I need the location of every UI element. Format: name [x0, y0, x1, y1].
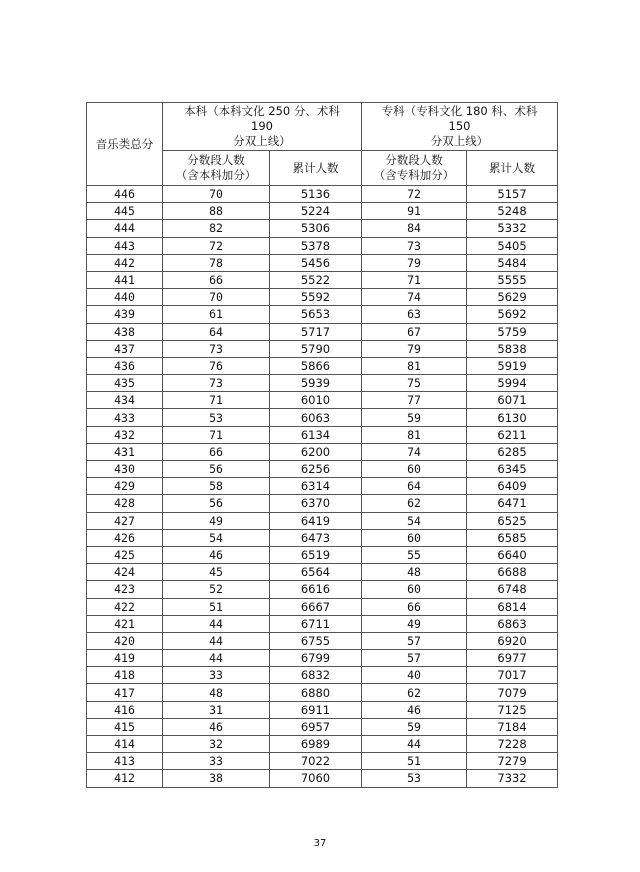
bachelor-count-cell: 33 [163, 753, 270, 770]
bachelor-count-cell: 72 [163, 237, 270, 254]
table-row [87, 529, 558, 546]
college-cumulative-cell: 7079 [467, 684, 558, 701]
bachelor-count-cell: 88 [163, 203, 270, 220]
bachelor-count-cell: 31 [163, 701, 270, 718]
score-cell: 412 [87, 770, 163, 787]
bachelor-cumulative-cell: 5592 [270, 289, 362, 306]
bachelor-cumulative-cell: 5717 [270, 323, 362, 340]
bachelor-count-cell: 44 [163, 632, 270, 649]
score-cell: 440 [87, 289, 163, 306]
bachelor-count-cell: 51 [163, 598, 270, 615]
college-group-header: 专科（专科文化 180 科、术科 150 分双上线） [362, 103, 558, 151]
table-row [87, 546, 558, 563]
college-cumulative-cell: 6525 [467, 512, 558, 529]
college-count-cell: 59 [362, 718, 467, 735]
table-row [87, 684, 558, 701]
college-count-cell: 84 [362, 220, 467, 237]
bachelor-count-cell: 46 [163, 718, 270, 735]
bachelor-count-cell: 61 [163, 306, 270, 323]
college-cumulative-cell: 5629 [467, 289, 558, 306]
table-row [87, 443, 558, 460]
table-row [87, 753, 558, 770]
college-cumulative-cell: 5692 [467, 306, 558, 323]
bachelor-count-cell: 49 [163, 512, 270, 529]
college-cumulative-cell: 6211 [467, 426, 558, 443]
bachelor-count-cell: 58 [163, 478, 270, 495]
table-row [87, 237, 558, 254]
college-cumulative-cell: 6814 [467, 598, 558, 615]
college-cumulative-cell: 5405 [467, 237, 558, 254]
table-row [87, 203, 558, 220]
bachelor-cumulative-cell: 6799 [270, 650, 362, 667]
table-row [87, 289, 558, 306]
college-count-cell: 73 [362, 237, 467, 254]
score-cell: 427 [87, 512, 163, 529]
table-row [87, 357, 558, 374]
college-cumulative-cell: 7279 [467, 753, 558, 770]
college-count-cell: 46 [362, 701, 467, 718]
college-count-cell: 75 [362, 375, 467, 392]
college-count-cell: 62 [362, 495, 467, 512]
bachelor-count-cell: 38 [163, 770, 270, 787]
table-body [87, 186, 558, 788]
bachelor-cumulative-cell: 5866 [270, 357, 362, 374]
college-count-cell: 74 [362, 443, 467, 460]
table-row [87, 598, 558, 615]
score-cell: 417 [87, 684, 163, 701]
college-count-cell: 53 [362, 770, 467, 787]
bachelor-cumulative-cell: 5306 [270, 220, 362, 237]
college-count-cell: 57 [362, 650, 467, 667]
bachelor-cumulative-cell: 5456 [270, 254, 362, 271]
bachelor-cumulative-cell: 6370 [270, 495, 362, 512]
college-cumulative-cell: 6409 [467, 478, 558, 495]
table-row [87, 615, 558, 632]
table-row [87, 667, 558, 684]
college-count-cell: 54 [362, 512, 467, 529]
college-cumulative-cell: 6640 [467, 546, 558, 563]
college-cumulative-cell: 5157 [467, 186, 558, 203]
college-cumulative-cell: 6863 [467, 615, 558, 632]
score-cell: 418 [87, 667, 163, 684]
table-row [87, 306, 558, 323]
bachelor-cumulative-cell: 7060 [270, 770, 362, 787]
score-column-header: 音乐类总分 [87, 103, 163, 186]
bachelor-cumulative-cell: 6256 [270, 461, 362, 478]
bachelor-cumulative-cell: 6519 [270, 546, 362, 563]
score-cell: 445 [87, 203, 163, 220]
bachelor-count-cell: 52 [163, 581, 270, 598]
college-cumulative-cell: 6585 [467, 529, 558, 546]
college-cumulative-cell: 5332 [467, 220, 558, 237]
score-cell: 430 [87, 461, 163, 478]
bachelor-cumulative-cell: 6667 [270, 598, 362, 615]
bachelor-cumulative-cell: 6989 [270, 736, 362, 753]
table-row [87, 323, 558, 340]
bachelor-count-cell: 70 [163, 186, 270, 203]
bachelor-cumulative-cell: 6134 [270, 426, 362, 443]
score-cell: 446 [87, 186, 163, 203]
college-cumulative-cell: 5555 [467, 271, 558, 288]
bachelor-count-cell: 78 [163, 254, 270, 271]
score-cell: 415 [87, 718, 163, 735]
score-cell: 421 [87, 615, 163, 632]
college-count-cell: 81 [362, 426, 467, 443]
college-cumulative-cell: 5838 [467, 340, 558, 357]
college-count-cell: 79 [362, 340, 467, 357]
bachelor-cumulative-cell: 6616 [270, 581, 362, 598]
bachelor-cumulative-cell: 6314 [270, 478, 362, 495]
college-count-cell: 66 [362, 598, 467, 615]
bachelor-cumulative-cell: 6880 [270, 684, 362, 701]
bachelor-count-cell: 53 [163, 409, 270, 426]
bachelor-count-cell: 71 [163, 426, 270, 443]
college-cumulative-cell: 6471 [467, 495, 558, 512]
college-count-cell: 72 [362, 186, 467, 203]
table-row [87, 409, 558, 426]
bachelor-count-cell: 82 [163, 220, 270, 237]
college-cumulative-cell: 5759 [467, 323, 558, 340]
table-row [87, 340, 558, 357]
bachelor-count-cell: 73 [163, 375, 270, 392]
college-count-cell: 60 [362, 529, 467, 546]
college-cumulative-cell: 6920 [467, 632, 558, 649]
score-cell: 437 [87, 340, 163, 357]
college-cumulative-cell: 5248 [467, 203, 558, 220]
table-row [87, 581, 558, 598]
bachelor-cumulative-cell: 6063 [270, 409, 362, 426]
bachelor-count-cell: 71 [163, 392, 270, 409]
bachelor-cumulative-cell: 7022 [270, 753, 362, 770]
score-cell: 429 [87, 478, 163, 495]
college-count-cell: 67 [362, 323, 467, 340]
table-row [87, 392, 558, 409]
table-row [87, 426, 558, 443]
college-count-cell: 62 [362, 684, 467, 701]
table-row [87, 701, 558, 718]
score-cell: 439 [87, 306, 163, 323]
table-row [87, 478, 558, 495]
score-cell: 438 [87, 323, 163, 340]
score-cell: 425 [87, 546, 163, 563]
college-count-cell: 48 [362, 564, 467, 581]
college-cumulative-cell: 7332 [467, 770, 558, 787]
college-cumulative-cell: 7228 [467, 736, 558, 753]
score-cell: 414 [87, 736, 163, 753]
college-cumulative-cell: 6285 [467, 443, 558, 460]
bachelor-count-cell: 33 [163, 667, 270, 684]
college-cumulative-cell: 6748 [467, 581, 558, 598]
score-cell: 423 [87, 581, 163, 598]
bachelor-cumulative-cell: 6473 [270, 529, 362, 546]
bachelor-cumulative-cell: 6832 [270, 667, 362, 684]
score-cell: 431 [87, 443, 163, 460]
score-cell: 428 [87, 495, 163, 512]
bachelor-cumulative-cell: 6564 [270, 564, 362, 581]
college-count-cell: 60 [362, 581, 467, 598]
score-cell: 443 [87, 237, 163, 254]
bachelor-cumulative-cell: 5224 [270, 203, 362, 220]
college-count-cell: 40 [362, 667, 467, 684]
score-cell: 432 [87, 426, 163, 443]
score-cell: 413 [87, 753, 163, 770]
score-cell: 422 [87, 598, 163, 615]
bachelor-count-cell: 73 [163, 340, 270, 357]
table-row [87, 650, 558, 667]
bachelor-count-cell: 48 [163, 684, 270, 701]
college-cumulative-cell: 6977 [467, 650, 558, 667]
bachelor-count-cell: 66 [163, 443, 270, 460]
bachelor-cumulative-cell: 5522 [270, 271, 362, 288]
table-row [87, 495, 558, 512]
college-count-cell: 59 [362, 409, 467, 426]
table-row [87, 186, 558, 203]
bachelor-count-cell: 54 [163, 529, 270, 546]
score-cell: 444 [87, 220, 163, 237]
bachelor-count-cell: 66 [163, 271, 270, 288]
bachelor-count-cell: 56 [163, 495, 270, 512]
college-cumulative-cell: 6345 [467, 461, 558, 478]
bachelor-cumulative-header: 累计人数 [270, 151, 362, 186]
college-count-cell: 60 [362, 461, 467, 478]
college-count-cell: 55 [362, 546, 467, 563]
bachelor-cumulative-cell: 5939 [270, 375, 362, 392]
bachelor-cumulative-cell: 6711 [270, 615, 362, 632]
bachelor-cumulative-cell: 5378 [270, 237, 362, 254]
score-cell: 435 [87, 375, 163, 392]
college-cumulative-cell: 5919 [467, 357, 558, 374]
college-count-cell: 77 [362, 392, 467, 409]
table-row [87, 770, 558, 787]
bachelor-count-cell: 32 [163, 736, 270, 753]
page-number: 37 [313, 838, 327, 849]
college-count-cell: 51 [362, 753, 467, 770]
bachelor-count-cell: 64 [163, 323, 270, 340]
bachelor-cumulative-cell: 5136 [270, 186, 362, 203]
bachelor-count-cell: 76 [163, 357, 270, 374]
score-cell: 434 [87, 392, 163, 409]
bachelor-cumulative-cell: 6419 [270, 512, 362, 529]
score-cell: 419 [87, 650, 163, 667]
table-row [87, 736, 558, 753]
college-cumulative-header: 累计人数 [467, 151, 558, 186]
college-count-cell: 49 [362, 615, 467, 632]
score-cell: 424 [87, 564, 163, 581]
college-count-cell: 81 [362, 357, 467, 374]
bachelor-group-header: 本科（本科文化 250 分、术科 190 分双上线） [163, 103, 362, 151]
table-row [87, 564, 558, 581]
bachelor-cumulative-cell: 6010 [270, 392, 362, 409]
college-count-cell: 79 [362, 254, 467, 271]
college-count-cell: 91 [362, 203, 467, 220]
score-cell: 436 [87, 357, 163, 374]
bachelor-cumulative-cell: 5790 [270, 340, 362, 357]
score-cell: 426 [87, 529, 163, 546]
bachelor-count-cell: 56 [163, 461, 270, 478]
score-cell: 442 [87, 254, 163, 271]
college-count-cell: 71 [362, 271, 467, 288]
table-row [87, 375, 558, 392]
bachelor-cumulative-cell: 6755 [270, 632, 362, 649]
college-count-cell: 64 [362, 478, 467, 495]
table-row [87, 461, 558, 478]
bachelor-count-cell: 44 [163, 615, 270, 632]
college-count-cell: 57 [362, 632, 467, 649]
college-cumulative-cell: 5484 [467, 254, 558, 271]
college-count-cell: 74 [362, 289, 467, 306]
college-count-header: 分数段人数 （含专科加分） [362, 151, 467, 186]
table-row [87, 220, 558, 237]
score-distribution-table [86, 102, 558, 788]
table-row [87, 512, 558, 529]
bachelor-count-header: 分数段人数 （含本科加分） [163, 151, 270, 186]
table-row [87, 254, 558, 271]
table-row [87, 632, 558, 649]
score-cell: 420 [87, 632, 163, 649]
bachelor-count-cell: 70 [163, 289, 270, 306]
college-count-cell: 63 [362, 306, 467, 323]
college-cumulative-cell: 6071 [467, 392, 558, 409]
score-cell: 433 [87, 409, 163, 426]
bachelor-count-cell: 46 [163, 546, 270, 563]
college-cumulative-cell: 7125 [467, 701, 558, 718]
bachelor-cumulative-cell: 5653 [270, 306, 362, 323]
score-cell: 416 [87, 701, 163, 718]
table-row [87, 718, 558, 735]
bachelor-cumulative-cell: 6911 [270, 701, 362, 718]
college-cumulative-cell: 6130 [467, 409, 558, 426]
college-cumulative-cell: 7017 [467, 667, 558, 684]
college-count-cell: 44 [362, 736, 467, 753]
bachelor-cumulative-cell: 6957 [270, 718, 362, 735]
bachelor-cumulative-cell: 6200 [270, 443, 362, 460]
score-cell: 441 [87, 271, 163, 288]
college-cumulative-cell: 5994 [467, 375, 558, 392]
college-cumulative-cell: 7184 [467, 718, 558, 735]
bachelor-count-cell: 44 [163, 650, 270, 667]
college-cumulative-cell: 6688 [467, 564, 558, 581]
bachelor-count-cell: 45 [163, 564, 270, 581]
table-row [87, 271, 558, 288]
